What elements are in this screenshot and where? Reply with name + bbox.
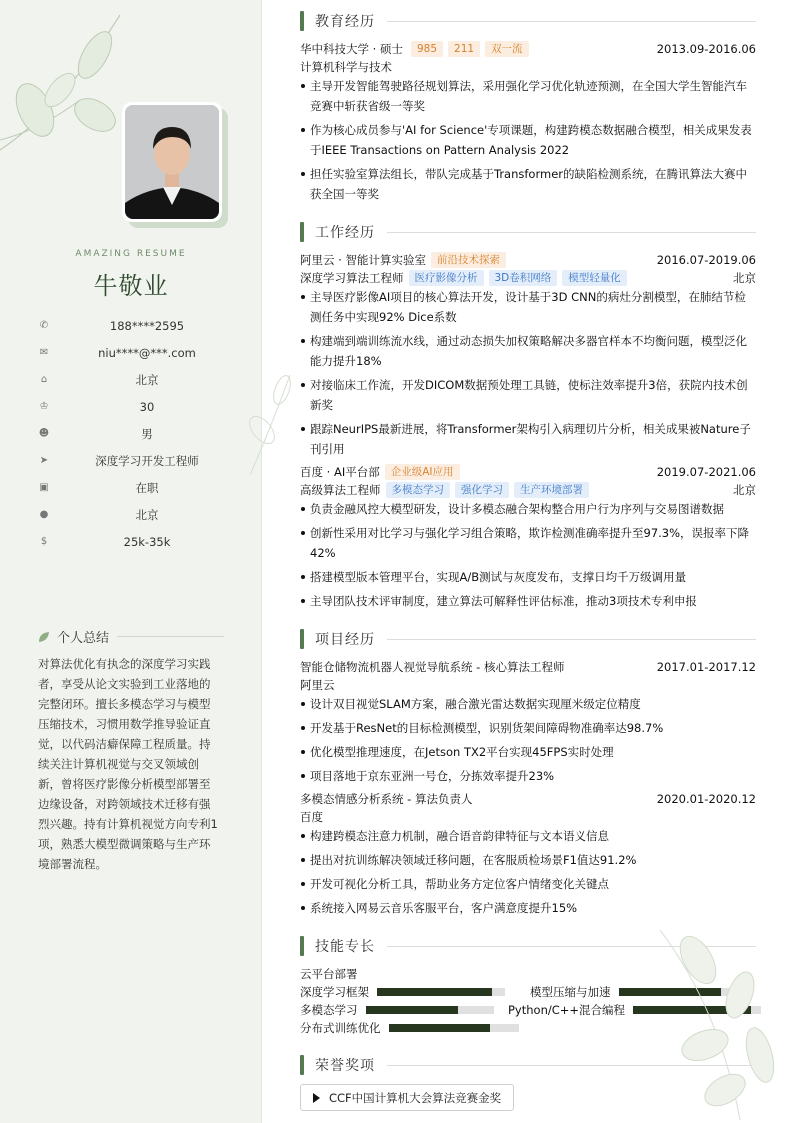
candidate-name: 牛敬业 bbox=[93, 272, 169, 300]
section-title: 工作经历 bbox=[315, 225, 375, 241]
job-date: 2016.07-2019.06 bbox=[656, 253, 756, 267]
skill-bar bbox=[389, 1024, 519, 1032]
education-date: 2013.09-2016.06 bbox=[656, 42, 756, 56]
list-item: 作为核心成员参与'AI for Science'专项课题，构建跨模态数据融合模型，相关成果发表于IEEE Transactions on Pattern Analysis 2022 bbox=[300, 120, 756, 160]
person-photo-icon bbox=[125, 105, 219, 219]
job-city: 北京 bbox=[733, 483, 756, 497]
avatar bbox=[125, 105, 219, 219]
project-name: 多模态情感分析系统 - 算法负责人 bbox=[300, 792, 473, 806]
list-item: 优化模型推理速度，在Jetson TX2平台实现45FPS实时处理 bbox=[300, 742, 756, 762]
info-hometown: ⌂ 北京 bbox=[38, 366, 238, 393]
company-name: 百度 · AI平台部 bbox=[300, 465, 380, 479]
summary-heading: 个人总结 bbox=[38, 627, 224, 646]
projects-section-header bbox=[300, 629, 756, 649]
project-org: 阿里云 bbox=[300, 678, 335, 692]
skills-heading: 云平台部署 bbox=[300, 967, 358, 981]
school-tag: 211 bbox=[448, 41, 480, 57]
section-title: 教育经历 bbox=[315, 14, 375, 30]
project-date: 2020.01-2020.12 bbox=[656, 792, 756, 806]
summary-text: 对算法优化有执念的深度学习实践者，享受从论文实验到工业落地的完整闭环。擅长多模态学习与模型压缩技术，习惯用数学推导验证直觉，以代码洁癖保障工程质量。持续关注计算机视觉与交叉领域创新，曾将医疗影像分析模型部署至边缘设备，对跨领域技术迁移有强烈兴趣。持有计算机视觉方向专利1项，熟悉大模型微调策略与生产环境部署流程。 bbox=[38, 657, 218, 871]
list-item: 主导医疗影像AI项目的核心算法开发，设计基于3D CNN的病灶分割模型，在肺结节检测任务中实现92% Dice系数 bbox=[300, 287, 756, 327]
skill-bar-fill bbox=[366, 1006, 458, 1014]
skill-name: 深度学习框架 bbox=[300, 985, 369, 999]
leaf-decoration-icon bbox=[600, 920, 794, 1123]
job-date: 2019.07-2021.06 bbox=[656, 465, 756, 479]
role-tag: 医疗影像分析 bbox=[409, 270, 484, 286]
sidebar bbox=[0, 0, 262, 1123]
list-item: 负责金融风控大模型研发，设计多模态融合架构整合用户行为序列与交易图谱数据 bbox=[300, 499, 756, 519]
home-icon: ⌂ bbox=[40, 374, 48, 385]
skill-name: 多模态学习 bbox=[300, 1003, 358, 1017]
project-date: 2017.01-2017.12 bbox=[656, 660, 756, 674]
award-item bbox=[300, 1084, 514, 1111]
leaf-decoration-icon bbox=[240, 370, 300, 480]
list-item: 对接临床工作流，开发DICOM数据预处理工具链，使标注效率提升3倍，获院内技术创新奖 bbox=[300, 375, 756, 415]
education-major: 计算机科学与技术 bbox=[300, 60, 392, 74]
list-item: 主导开发智能驾驶路径规划算法，采用强化学习优化轨迹预测，在全国大学生智能汽车竞赛中斩获省级一等奖 bbox=[300, 76, 756, 116]
list-item: 开发基于ResNet的目标检测模型，识别货架间障碍物准确率达98.7% bbox=[300, 718, 756, 738]
list-item: 构建跨模态注意力机制，融合语音韵律特征与文本语义信息 bbox=[300, 826, 756, 846]
list-item: 提出对抗训练解决领域迁移问题，在客服质检场景F1值达91.2% bbox=[300, 850, 756, 870]
job-header bbox=[300, 251, 756, 269]
skill-bar bbox=[366, 1006, 494, 1014]
list-item: 项目落地于京东亚洲一号仓，分拣效率提升23% bbox=[300, 766, 756, 786]
job-header bbox=[300, 463, 756, 481]
role-tag: 多模态学习 bbox=[386, 482, 451, 498]
list-item: 系统接入网易云音乐客服平台，客户满意度提升15% bbox=[300, 898, 756, 918]
list-item: 主导团队技术评审制度，建立算法可解释性评估标准，推动3项技术专利申报 bbox=[300, 591, 756, 611]
triangle-right-icon bbox=[313, 1093, 320, 1103]
cake-icon: ♔ bbox=[39, 401, 49, 412]
location-icon: ● bbox=[39, 509, 49, 520]
info-email: ✉ niu****@***.com bbox=[39, 345, 196, 360]
job-city: 北京 bbox=[733, 271, 756, 285]
list-item: 搭建模型版本管理平台，实现A/B测试与灰度发布，支撑日均千万级调用量 bbox=[300, 567, 756, 587]
list-item: 设计双目视觉SLAM方案，融合激光雷达数据实现厘米级定位精度 bbox=[300, 694, 756, 714]
school-tag: 985 bbox=[411, 41, 443, 57]
skill-name: 模型压缩与加速 bbox=[530, 985, 611, 999]
company-tag: 前沿技术探索 bbox=[431, 252, 506, 268]
list-item: 创新性采用对比学习与强化学习组合策略，欺诈检测准确率提升至97.3%，误报率下降42% bbox=[300, 523, 756, 563]
mail-icon: ✉ bbox=[39, 347, 49, 358]
education-section-header bbox=[300, 11, 756, 31]
section-title: 技能专长 bbox=[315, 939, 375, 955]
job-role bbox=[300, 481, 756, 499]
role-tag: 3D卷积网络 bbox=[489, 270, 558, 286]
face-icon: ☻ bbox=[38, 428, 50, 439]
role-tag: 生产环境部署 bbox=[514, 482, 589, 498]
work-section-header bbox=[300, 222, 756, 242]
skill-item bbox=[300, 983, 505, 1001]
money-icon: $ bbox=[40, 536, 48, 547]
school-name: 华中科技大学 · 硕士 bbox=[300, 42, 403, 56]
skill-bar-fill bbox=[389, 1024, 490, 1032]
role-title: 高级算法工程师 bbox=[300, 483, 381, 497]
info-location: ● 北京 bbox=[39, 507, 159, 522]
profile-photo-frame bbox=[122, 102, 222, 222]
skill-bar bbox=[377, 988, 505, 996]
company-name: 阿里云 · 智能计算实验室 bbox=[300, 253, 426, 267]
info-target-job: ➤ 深度学习开发工程师 bbox=[39, 453, 199, 468]
leaf-icon bbox=[38, 631, 50, 643]
resume-eyebrow: AMAZING RESUME bbox=[75, 249, 187, 259]
info-phone: ✆ 188****2595 bbox=[39, 318, 185, 333]
company-tag: 企业级AI应用 bbox=[385, 464, 460, 480]
education-header bbox=[300, 40, 756, 58]
skill-bar-fill bbox=[377, 988, 492, 996]
skill-item bbox=[300, 1019, 519, 1037]
send-icon: ➤ bbox=[39, 455, 49, 466]
role-title: 深度学习算法工程师 bbox=[300, 271, 404, 285]
role-tag: 强化学习 bbox=[455, 482, 509, 498]
skill-name: Python/C++混合编程 bbox=[508, 1003, 626, 1017]
contact-info-list bbox=[38, 312, 238, 555]
role-tag: 模型轻量化 bbox=[562, 270, 627, 286]
project-header bbox=[300, 790, 756, 808]
list-item: 跟踪NeurIPS最新进展，将Transformer架构引入病理切片分析，相关成果被Nature子刊引用 bbox=[300, 419, 756, 459]
project-name: 智能仓储物流机器人视觉导航系统 - 核心算法工程师 bbox=[300, 660, 565, 674]
list-item: 构建端到端训练流水线，通过动态损失加权策略解决多器官样本不均衡问题，模型泛化能力提升18% bbox=[300, 331, 756, 371]
project-header bbox=[300, 658, 756, 676]
list-item: 担任实验室算法组长，带队完成基于Transformer的缺陷检测系统，在腾讯算法大赛中获全国一等奖 bbox=[300, 164, 756, 204]
divider bbox=[117, 636, 224, 637]
award-text: CCF中国计算机大会算法竞赛金奖 bbox=[329, 1090, 502, 1105]
skill-item bbox=[300, 1001, 494, 1019]
project-org: 百度 bbox=[300, 810, 323, 824]
info-gender: ☻ 男 bbox=[38, 426, 153, 441]
info-age: ♔ 30 bbox=[39, 399, 155, 414]
skill-name: 分布式训练优化 bbox=[300, 1021, 381, 1035]
info-salary: $ 25k-35k bbox=[38, 528, 238, 555]
section-title: 项目经历 bbox=[315, 632, 375, 648]
job-role bbox=[300, 269, 756, 287]
section-title: 荣誉奖项 bbox=[315, 1058, 375, 1074]
phone-icon: ✆ bbox=[39, 320, 49, 331]
briefcase-icon: ▣ bbox=[39, 482, 49, 493]
list-item: 开发可视化分析工具，帮助业务方定位客户情绪变化关键点 bbox=[300, 874, 756, 894]
school-tag: 双一流 bbox=[485, 41, 529, 57]
info-status: ▣ 在职 bbox=[39, 480, 159, 495]
